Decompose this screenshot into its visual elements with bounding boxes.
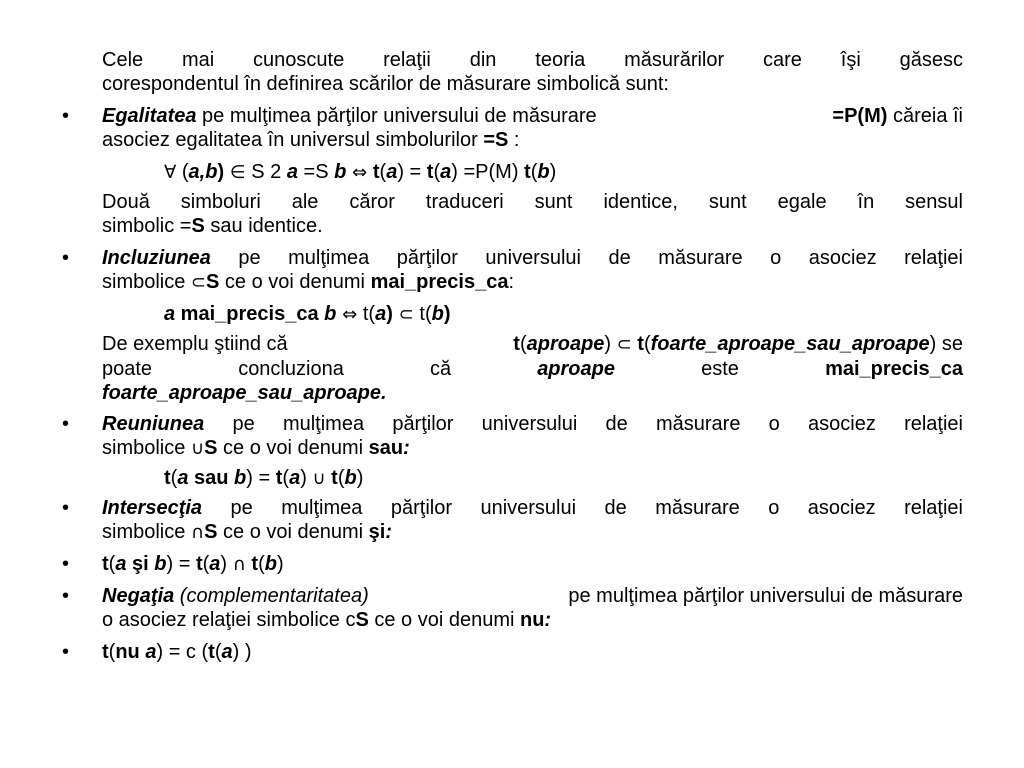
forall-symbol: ∀: [164, 162, 177, 183]
iff-symbol: ⇔: [346, 162, 373, 183]
negatia-paragraph: Negaţia (complementaritatea) pe mulţimea părţilor universului de măsurare o asociez relaţiei simbolice cS ce o voi denumi nu:: [102, 585, 963, 631]
bullet-reuniunea: •: [62, 413, 70, 435]
egalitatea-line-2: asociez egalitatea în universul simbolurilor =S :: [102, 129, 520, 151]
iff-symbol: ⇔: [336, 304, 363, 325]
eq-pm: =P(M): [832, 105, 888, 127]
bullet-intersectia-formula: •: [62, 553, 70, 575]
subset-symbol: ⊂: [616, 334, 632, 355]
union-symbol: ∪: [190, 438, 205, 459]
incluziunea-formula: a mai_precis_ca b ⇔ t(a) ⊂ t(b): [164, 303, 451, 325]
egalitatea-paragraph: [102, 104, 963, 152]
egalitatea-formula: ∀ (a,b) ∈ S 2 a =S b ⇔ t(a) = t(a) =P(M) t(b): [164, 161, 557, 183]
subset-symbol: ⊂: [190, 272, 207, 293]
intro-line-2: corespondentul în definirea scărilor de măsurare simbolică sunt:: [102, 73, 669, 95]
intersectia-formula: t(a şi b) = t(a) ∩ t(b): [102, 553, 284, 575]
egalitatea-note: Două simboluri ale căror traduceri sunt identice, sunt egale în sensul simbolic =S sau identice.: [102, 191, 963, 237]
reuniunea-paragraph: Reuniunea pe mulţimea părţilor universului de măsurare o asociez relaţiei simbolice ∪S ce o voi denumi sau:: [102, 413, 963, 459]
bullet-intersectia: •: [62, 497, 70, 519]
negatia-formula: t(nu a) = c (t(a) ): [102, 641, 252, 663]
egalitatea-line-1: Egalitatea pe mulţimea părţilor universului de măsurare =P(M) căreia îi: [102, 105, 963, 127]
intersection-symbol: ∩: [232, 554, 246, 575]
incluziunea-example: De exemplu ştiind că t(aproape) ⊂ t(foarte_aproape_sau_aproape) se poate concluziona că aproape este mai_precis_ca foarte_aproape_sau_aproape.: [102, 333, 963, 404]
intersection-symbol: ∩: [190, 522, 205, 543]
egalitatea-term: Egalitatea: [102, 105, 197, 127]
reuniunea-term: Reuniunea: [102, 413, 205, 435]
negatia-term: Negaţia: [102, 585, 175, 607]
bullet-negatia: •: [62, 585, 70, 607]
intersectia-term: Intersecţia: [102, 497, 203, 519]
element-of-symbol: ∈: [224, 162, 252, 183]
union-symbol: ∪: [312, 468, 326, 489]
intro-line-1: Cele mai cunoscute relaţii din teoria măsurărilor care îşi găsesc: [102, 49, 963, 71]
intersectia-paragraph: Intersecţia pe mulţimea părţilor universului de măsurare o asociez relaţiei simbolice ∩S ce o voi denumi şi:: [102, 497, 963, 543]
bullet-incluziunea: •: [62, 247, 70, 269]
intro-paragraph: [102, 48, 963, 96]
subset-symbol: ⊂: [392, 304, 420, 325]
bullet-negatia-formula: •: [62, 641, 70, 663]
reuniunea-formula: t(a sau b) = t(a) ∪ t(b): [164, 467, 364, 489]
incluziunea-term: Incluziunea: [102, 247, 211, 269]
bullet-egalitatea: •: [62, 105, 70, 127]
incluziunea-paragraph: Incluziunea pe mulţimea părţilor universului de măsurare o asociez relaţiei simbolice ⊂S ce o voi denumi mai_precis_ca:: [102, 247, 963, 293]
